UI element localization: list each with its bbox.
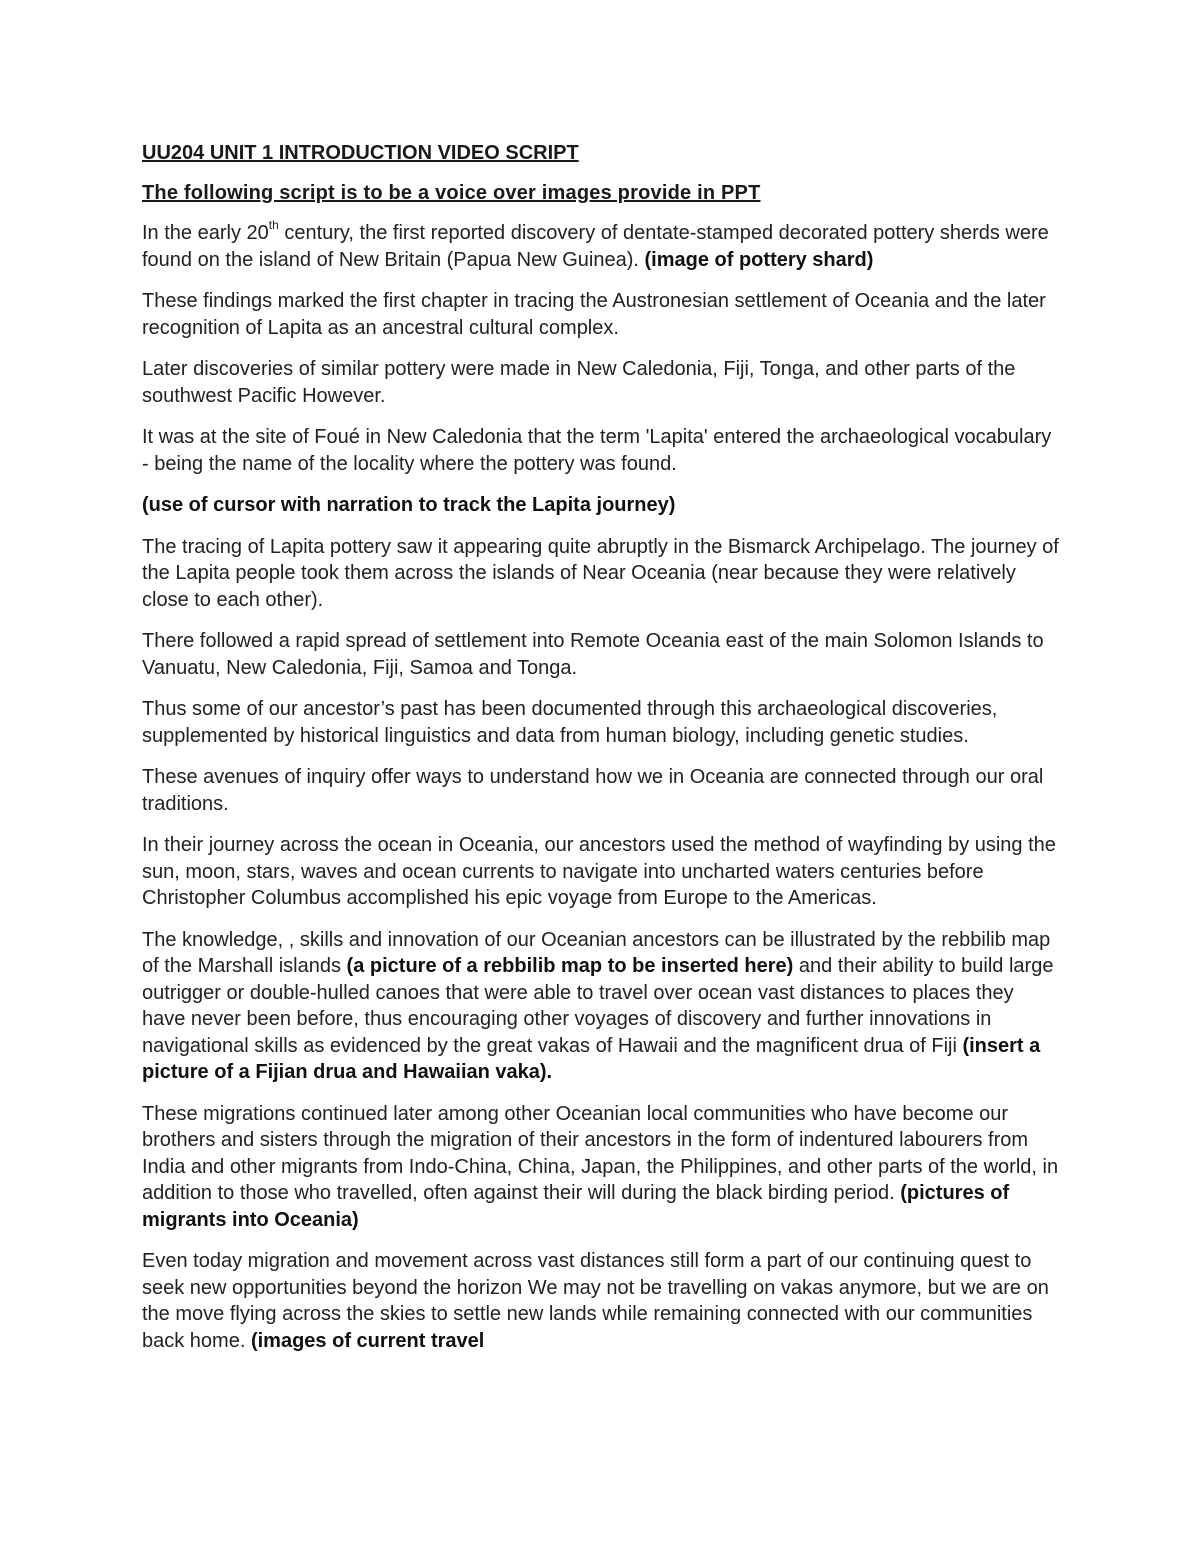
paragraph-1-text-b: century, the first reported discovery of dentate-stamped decorated pottery sherds were found on the island of New Britain (Papua New Guinea). <box>142 222 1049 271</box>
paragraph-13 <box>142 1248 1062 1354</box>
paragraph-13-text: Even today migration and movement across vast distances still form a part of our continuing quest to seek new opportunities beyond the horizon We may not be travelling on vakas anymore, but we are on the move flying across the skies to settle new lands while remaining connected with our communities back home. <box>142 1250 1049 1352</box>
paragraph-6: The tracing of Lapita pottery saw it appearing quite abruptly in the Bismarck Archipelago. The journey of the Lapita people took them across the islands of Near Oceania (near because they were relatively close to each other). <box>142 535 1059 611</box>
paragraph-11-text-b: and their ability to build large outrigger or double-hulled canoes that were able to travel over ocean vast distances to places they have never been before, thus encouraging other voyages of discovery and further innovations in navigational skills as evidenced by the great vakas of Hawaii and the magnificent drua of Fiji <box>142 955 1054 1057</box>
paragraph-11 <box>142 927 1062 1086</box>
paragraph-10: In their journey across the ocean in Oceania, our ancestors used the method of wayfinding by using the sun, moon, stars, waves and ocean currents to navigate into uncharted waters centuries before Christopher Columbus accomplished his epic voyage from Europe to the Americas. <box>142 834 1056 909</box>
paragraph-3: Later discoveries of similar pottery were made in New Caledonia, Fiji, Tonga, and other parts of the southwest Pacific However. <box>142 358 1016 407</box>
paragraph-13-image-note: (images of current travel <box>250 1329 485 1352</box>
paragraph-1-superscript: th <box>268 218 279 233</box>
paragraph-11-image-note-2: (insert a picture of a Fijian drua and Hawaiian vaka). <box>142 1034 1041 1083</box>
paragraph-12-image-note: (pictures of migrants into Oceania) <box>142 1182 1010 1231</box>
document-title: UU204 UNIT 1 INTRODUCTION VIDEO SCRIPT <box>142 142 579 164</box>
paragraph-1 <box>142 220 1062 273</box>
paragraph-4: It was at the site of Foué in New Caledonia that the term 'Lapita' entered the archaeological vocabulary - being the name of the locality where the pottery was found. <box>142 426 1052 475</box>
paragraph-11-image-note-1: (a picture of a rebbilib map to be inserted here) <box>346 955 794 977</box>
paragraph-1-text-a: In the early 20 <box>142 222 269 244</box>
paragraph-12-text: These migrations continued later among other Oceanian local communities who have become our brothers and sisters through the migration of their ancestors in the form of indentured labourers from India and other migrants from Indo-China, China, Japan, the Philippines, and other parts of the world, in addition to those who travelled, often against their will during the black birding period. <box>142 1102 1059 1204</box>
paragraph-5-direction: (use of cursor with narration to track the Lapita journey) <box>142 494 676 516</box>
paragraph-12 <box>142 1101 1062 1234</box>
paragraph-11-text-a: The knowledge, , skills and innovation of our Oceanian ancestors can be illustrated by the rebbilib map of the Marshall islands <box>142 928 1051 977</box>
document-subtitle: The following script is to be a voice over images provide in PPT <box>142 182 761 204</box>
paragraph-9: These avenues of inquiry offer ways to understand how we in Oceania are connected through our oral traditions. <box>142 766 1044 815</box>
paragraph-8: Thus some of our ancestor’s past has been documented through this archaeological discoveries, supplemented by historical linguistics and data from human biology, including genetic studies. <box>142 698 998 747</box>
paragraph-1-image-note: (image of pottery shard) <box>644 248 874 271</box>
document-page <box>142 140 1062 1369</box>
paragraph-7: There followed a rapid spread of settlement into Remote Oceania east of the main Solomon Islands to Vanuatu, New Caledonia, Fiji, Samoa and Tonga. <box>142 630 1044 679</box>
paragraph-2: These findings marked the first chapter in tracing the Austronesian settlement of Oceania and the later recognition of Lapita as an ancestral cultural complex. <box>142 290 1046 339</box>
